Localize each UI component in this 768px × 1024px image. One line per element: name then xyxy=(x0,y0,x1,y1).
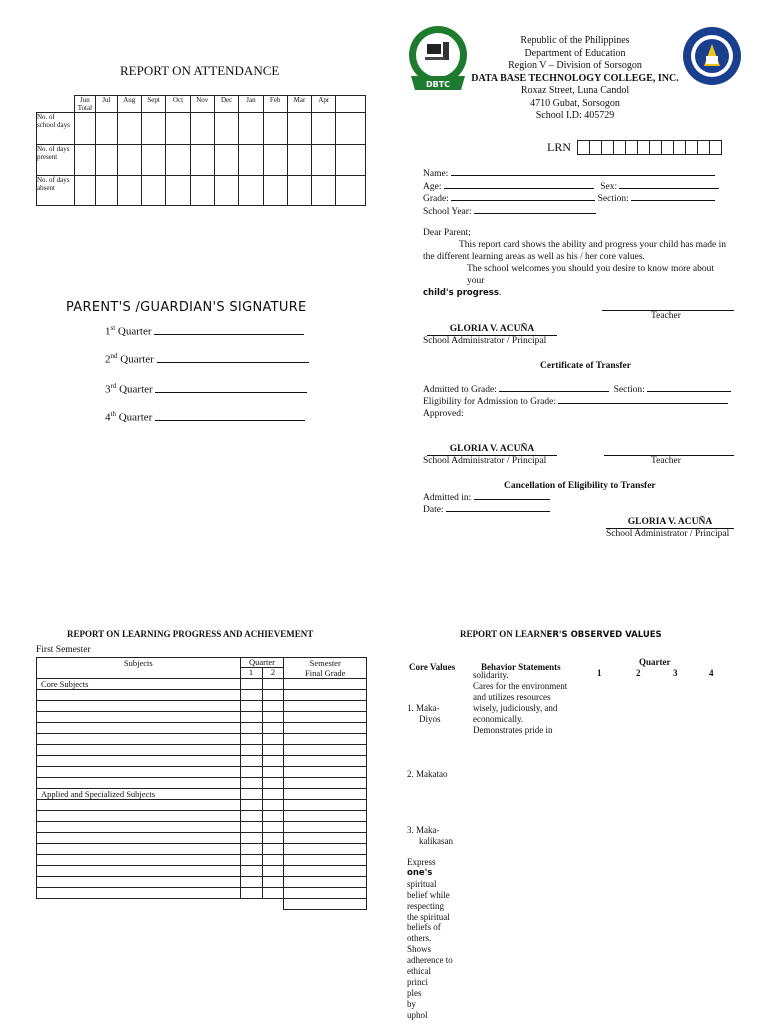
core-value-makakalikasan: 3. Maka- kalikasan xyxy=(407,825,453,846)
transfer-title: Certificate of Transfer xyxy=(540,361,631,371)
express-statements: Express one's spiritual belief while respecting the spiritual beliefs of others. Shows adherence to ethical princi ples by uphol xyxy=(407,857,453,1020)
principal-signature: GLORIA V. ACUÑA School Administrator / Principal xyxy=(606,517,734,540)
month-header: Feb xyxy=(263,96,287,113)
name-field[interactable] xyxy=(451,175,715,176)
sex-field[interactable] xyxy=(619,188,719,189)
month-header: Oct xyxy=(166,96,190,113)
attendance-table xyxy=(36,95,366,206)
attendance-title: REPORT ON ATTENDANCE xyxy=(120,63,280,78)
parent-letter: Dear Parent; This report card shows the ability and progress your child has made in the different learning areas as well as his / her core values. The school welcomes you should you desire to know more about your child's progress. xyxy=(423,228,726,298)
month-header: Mar xyxy=(287,96,311,113)
quarter-number: 3 xyxy=(673,668,678,678)
lrn-label: LRN xyxy=(547,140,571,154)
teacher-label: Teacher xyxy=(651,456,681,466)
svg-text:DBTC: DBTC xyxy=(425,80,451,89)
lrn-field[interactable] xyxy=(547,140,722,155)
quarter-signature-row: 4th Quarter xyxy=(105,410,305,424)
core-value-makadiyos: 1. Maka- Diyos xyxy=(407,703,441,724)
quarter-number: 4 xyxy=(709,668,714,678)
age-field[interactable] xyxy=(444,188,594,189)
applied-subjects-label: Applied and Specialized Subjects xyxy=(37,789,241,800)
eligibility-field[interactable] xyxy=(558,403,728,404)
month-header: Sept xyxy=(141,96,165,113)
teacher-label: Teacher xyxy=(651,311,681,321)
subjects-header: Subjects xyxy=(37,658,241,679)
quarter-signature-row: 1st Quarter xyxy=(105,324,304,338)
attendance-row-label: No. of days absent xyxy=(37,176,75,206)
final-grade-header: Semester Final Grade xyxy=(284,658,367,679)
signature-line[interactable] xyxy=(154,334,304,335)
quarter-number: 1 xyxy=(597,668,602,678)
school-header: Republic of the Philippines Department of Education Region V – Division of Sorsogon DATA BASE TECHNOLOGY COLLEGE, INC. Roxaz Street, Luna Candol 4710 Gubat, Sorsogon School I.D: 405729 xyxy=(460,35,690,123)
progress-title: REPORT ON LEARNING PROGRESS AND ACHIEVEMENT xyxy=(67,629,314,639)
signature-line[interactable] xyxy=(157,362,309,363)
overlap-text: solidarity. xyxy=(473,670,509,680)
behavior-statements: Cares for the environment and utilizes resources wisely, judiciously, and economically. Demonstrates pride in xyxy=(473,681,568,735)
attendance-row-label: No. of days present xyxy=(37,145,75,176)
section-field[interactable] xyxy=(631,200,715,201)
quarter-number: 2 xyxy=(636,668,641,678)
transfer-fields: Admitted to Grade: Section: Eligibility for Admission to Grade: Approved: xyxy=(423,384,731,420)
signature-line[interactable] xyxy=(155,420,305,421)
quarter-header: Quarter xyxy=(639,657,671,667)
principal-signature: GLORIA V. ACUÑA School Administrator / Principal xyxy=(423,324,557,347)
signature-line[interactable] xyxy=(155,392,307,393)
attendance-row-label: No. of school days xyxy=(37,113,75,145)
school-name: DATA BASE TECHNOLOGY COLLEGE, INC. xyxy=(471,72,679,84)
parent-signature-title: PARENT'S /GUARDIAN'S SIGNATURE xyxy=(66,300,307,315)
quarter-signature-row: 3rd Quarter xyxy=(105,382,307,396)
behavior-header: Behavior Statements xyxy=(481,662,561,672)
core-value-makatao: 2. Makatao xyxy=(407,769,448,779)
quarter-header: Quarter xyxy=(240,658,284,668)
month-header: Aug xyxy=(117,96,141,113)
core-values-header: Core Values xyxy=(409,662,456,672)
month-header: Nov xyxy=(190,96,214,113)
deped-seal-icon xyxy=(682,26,742,86)
month-header: Jan xyxy=(239,96,263,113)
transfer-section-field[interactable] xyxy=(647,391,731,392)
progress-table: Subjects Quarter Semester Final Grade 1 2 Core Subjects Applied and Specialized Subjects xyxy=(36,657,367,910)
core-subjects-label: Core Subjects xyxy=(37,679,241,690)
date-field[interactable] xyxy=(446,511,550,512)
cancellation-fields: Admitted in: Date: xyxy=(423,492,550,516)
month-header: Dec xyxy=(214,96,238,113)
principal-signature: GLORIA V. ACUÑA School Administrator / Principal xyxy=(423,444,557,467)
student-info: Name: Age: Sex: Grade: Section: School Year: xyxy=(423,168,719,218)
admitted-in-field[interactable] xyxy=(474,499,550,500)
semester-label: First Semester xyxy=(36,645,91,655)
month-header: Jul xyxy=(96,96,117,113)
quarter-signature-row: 2nd Quarter xyxy=(105,352,309,366)
admitted-grade-field[interactable] xyxy=(499,391,609,392)
month-header: Jun Total xyxy=(74,96,96,113)
month-header: Apr xyxy=(312,96,336,113)
grade-field[interactable] xyxy=(451,200,595,201)
cancellation-title: Cancellation of Eligibility to Transfer xyxy=(504,481,656,491)
values-title: REPORT ON LEARNER'S OBSERVED VALUES xyxy=(460,629,662,640)
school-year-field[interactable] xyxy=(474,213,596,214)
